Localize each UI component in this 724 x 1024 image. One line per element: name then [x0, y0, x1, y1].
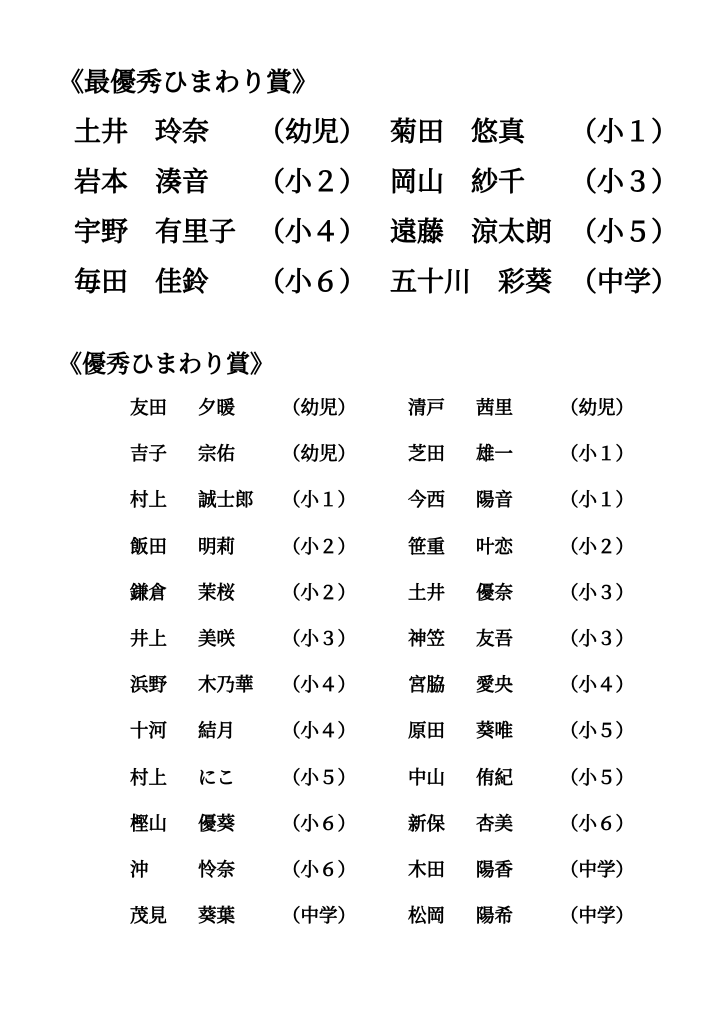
winner-family-name: 茂見: [130, 906, 168, 928]
mid-award-row: [130, 898, 650, 944]
winner-given-name: 夕暖: [198, 398, 236, 419]
winner-grade: （中学）: [560, 906, 635, 928]
winner-grade: （幼児）: [282, 444, 357, 466]
winner-given-name: 宗佑: [198, 444, 236, 466]
winner-grade: （小４）: [282, 721, 357, 743]
mid-award-title: 《優秀ひまわり賞》: [58, 349, 274, 378]
winner-given-name: 侑紀: [476, 767, 514, 789]
winner-name: 岩本 湊音: [74, 167, 209, 198]
winner-name: 岡山 紗千: [390, 167, 525, 198]
winner-grade: （小２）: [282, 536, 357, 558]
mid-award-row: [130, 806, 650, 852]
winner-grade: （小３）: [560, 582, 635, 604]
winner-name: 五十川 彩葵: [390, 267, 552, 298]
top-award-title: 《最優秀ひまわり賞》: [58, 68, 319, 98]
winner-grade: （小４）: [282, 675, 357, 697]
mid-award-row: [130, 529, 650, 575]
winner-given-name: 優奈: [476, 582, 514, 604]
winner-given-name: 誠士郎: [198, 490, 254, 512]
winner-grade: （小３）: [570, 167, 678, 198]
winner-grade: （幼児）: [258, 117, 366, 148]
winner-family-name: 土井: [408, 582, 446, 604]
winner-grade: （小３）: [560, 628, 635, 650]
top-award-row: [74, 158, 678, 208]
mid-award-row: [130, 436, 650, 482]
winner-given-name: 叶恋: [476, 536, 514, 558]
top-award-list: [74, 108, 678, 308]
winner-name: 土井 玲奈: [74, 117, 209, 148]
winner-grade: （小６）: [282, 859, 357, 881]
winner-grade: （小４）: [258, 217, 366, 248]
winner-given-name: 美咲: [198, 628, 236, 650]
winner-grade: （小６）: [258, 267, 366, 298]
winner-given-name: 茉桜: [198, 582, 236, 604]
winner-family-name: 吉子: [130, 444, 168, 466]
winner-family-name: 新保: [408, 813, 446, 835]
winner-family-name: 松岡: [408, 906, 446, 928]
winner-grade: （小１）: [560, 444, 635, 466]
winner-given-name: 雄一: [476, 444, 514, 466]
mid-award-row: [130, 575, 650, 621]
winner-grade: （小４）: [560, 675, 635, 697]
winner-family-name: 今西: [408, 490, 446, 512]
winner-family-name: 村上: [130, 767, 168, 789]
top-award-row: [74, 208, 678, 258]
winner-grade: （小５）: [282, 767, 357, 789]
winner-family-name: 友田: [130, 398, 168, 419]
winner-family-name: 芝田: [408, 444, 446, 466]
mid-award-row: [130, 482, 650, 528]
top-award-row: [74, 108, 678, 158]
mid-award-row: [130, 390, 650, 436]
winner-given-name: 茜里: [476, 398, 514, 419]
winner-family-name: 村上: [130, 490, 168, 512]
winner-grade: （幼児）: [282, 398, 357, 419]
winner-grade: （中学）: [560, 859, 635, 881]
winner-name: 宇野 有里子: [74, 217, 236, 248]
winner-given-name: 陽希: [476, 906, 514, 928]
winner-given-name: 怜奈: [198, 859, 236, 881]
winner-grade: （小１）: [570, 117, 678, 148]
winner-grade: （小５）: [560, 721, 635, 743]
winner-grade: （小３）: [282, 628, 357, 650]
winner-grade: （小１）: [282, 490, 357, 512]
winner-grade: （小５）: [570, 217, 678, 248]
winner-family-name: 原田: [408, 721, 446, 743]
winner-grade: （小６）: [282, 813, 357, 835]
winner-grade: （小６）: [560, 813, 635, 835]
winner-grade: （中学）: [282, 906, 357, 928]
top-award-row: [74, 258, 678, 308]
winner-family-name: 沖: [130, 859, 149, 881]
winner-name: 菊田 悠真: [390, 117, 525, 148]
winner-grade: （小５）: [560, 767, 635, 789]
winner-given-name: 陽音: [476, 490, 514, 512]
mid-award-row: [130, 621, 650, 667]
winner-given-name: 友吾: [476, 628, 514, 650]
winner-family-name: 浜野: [130, 675, 168, 697]
winner-family-name: 中山: [408, 767, 446, 789]
winner-name: 遠藤 涼太朗: [390, 217, 552, 248]
mid-award-row: [130, 760, 650, 806]
winner-family-name: 神笠: [408, 628, 446, 650]
winner-grade: （小１）: [560, 490, 635, 512]
winner-given-name: 明莉: [198, 536, 236, 558]
mid-award-row: [130, 852, 650, 898]
winner-family-name: 木田: [408, 859, 446, 881]
winner-family-name: 樫山: [130, 813, 168, 835]
winner-given-name: 杏美: [476, 813, 514, 835]
mid-award-row: [130, 667, 650, 713]
winner-grade: （中学）: [570, 267, 678, 298]
winner-grade: （幼児）: [560, 398, 635, 419]
mid-award-list: [130, 390, 650, 944]
winner-given-name: 葵葉: [198, 906, 236, 928]
winner-given-name: 葵唯: [476, 721, 514, 743]
winner-family-name: 宮脇: [408, 675, 446, 697]
winner-family-name: 井上: [130, 628, 168, 650]
winner-family-name: 清戸: [408, 398, 446, 419]
mid-award-row: [130, 713, 650, 759]
winner-given-name: 陽香: [476, 859, 514, 881]
winner-family-name: 十河: [130, 721, 168, 743]
winner-name: 毎田 佳鈴: [74, 267, 209, 298]
winner-grade: （小２）: [282, 582, 357, 604]
winner-given-name: にこ: [198, 767, 236, 789]
winner-given-name: 愛央: [476, 675, 514, 697]
winner-grade: （小２）: [560, 536, 635, 558]
winner-family-name: 鎌倉: [130, 582, 168, 604]
winner-grade: （小２）: [258, 167, 366, 198]
winner-family-name: 飯田: [130, 536, 168, 558]
winner-given-name: 優葵: [198, 813, 236, 835]
winner-given-name: 結月: [198, 721, 236, 743]
winner-given-name: 木乃華: [198, 675, 254, 697]
winner-family-name: 笹重: [408, 536, 446, 558]
